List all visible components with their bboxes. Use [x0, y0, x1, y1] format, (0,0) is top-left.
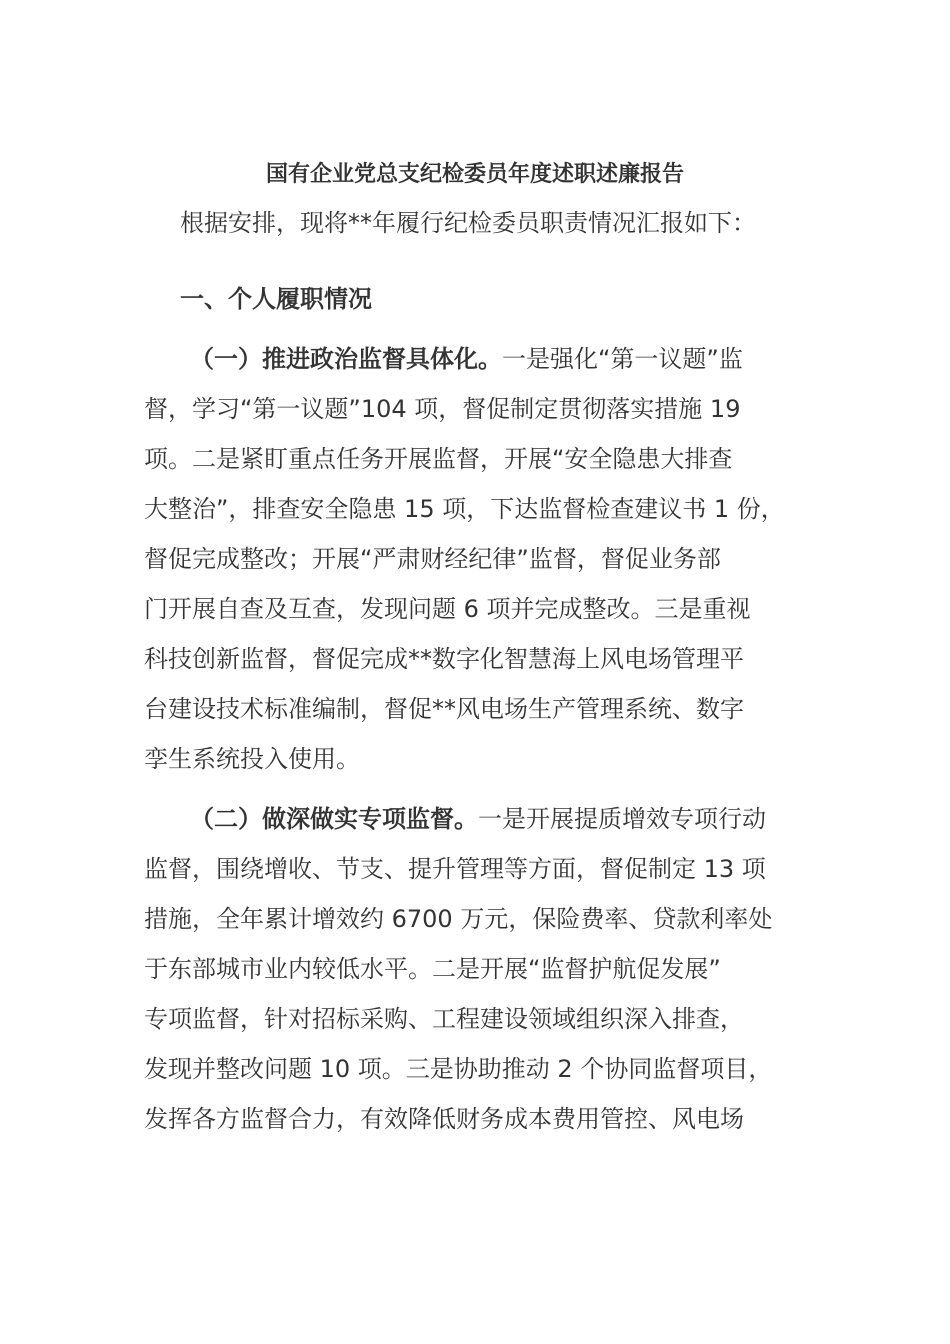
paragraph-text: 一是开展提质增效专项行动: [478, 805, 766, 833]
document-title: 国有企业党总支纪检委员年度述职述廉报告: [265, 162, 684, 187]
paragraph-line: 发现并整改问题 10 项。三是协助推动 2 个协同监督项目，: [144, 1055, 773, 1083]
paragraph-line: 门开展自查及互查，发现问题 6 项并完成整改。三是重视: [144, 595, 751, 623]
paragraph-line: 督促完成整改；开展“严肃财经纪律”监督，督促业务部: [144, 545, 721, 573]
item-heading: （一）推进政治监督具体化。: [190, 345, 502, 373]
item-heading: （二）做深做实专项监督。: [190, 805, 478, 833]
paragraph-line: 大整治”，排查安全隐患 15 项，下达监督检查建议书 1 份，: [144, 495, 785, 523]
paragraph-line: 科技创新监督，督促完成**数字化智慧海上风电场管理平: [144, 645, 744, 673]
paragraph-line: 台建设技术标准编制，督促**风电场生产管理系统、数字: [144, 695, 744, 723]
paragraph-line: 发挥各方监督合力，有效降低财务成本费用管控、风电场: [144, 1105, 744, 1133]
paragraph-line: 专项监督，针对招标采购、工程建设领域组织深入排查，: [144, 1005, 744, 1033]
intro-paragraph: 根据安排，现将**年履行纪检委员职责情况汇报如下：: [180, 209, 756, 237]
paragraph-line: [190, 339, 890, 379]
paragraph-line: 项。二是紧盯重点任务开展监督，开展“安全隐患大排查: [144, 445, 733, 473]
paragraph-line: 于东部城市业内较低水平。二是开展“监督护航促发展”: [144, 955, 721, 983]
section-heading: 一、个人履职情况: [180, 285, 372, 313]
paragraph-line: 监督，围绕增收、节支、提升管理等方面，督促制定 13 项: [144, 855, 766, 883]
paragraph-line: 督，学习“第一议题”104 项，督促制定贯彻落实措施 19: [144, 395, 741, 423]
paragraph-line: [190, 799, 890, 839]
paragraph-line: 孪生系统投入使用。: [144, 745, 360, 773]
paragraph-text: 一是强化“第一议题”监: [502, 345, 743, 373]
paragraph-line: 措施，全年累计增效约 6700 万元，保险费率、贷款利率处: [144, 905, 773, 933]
